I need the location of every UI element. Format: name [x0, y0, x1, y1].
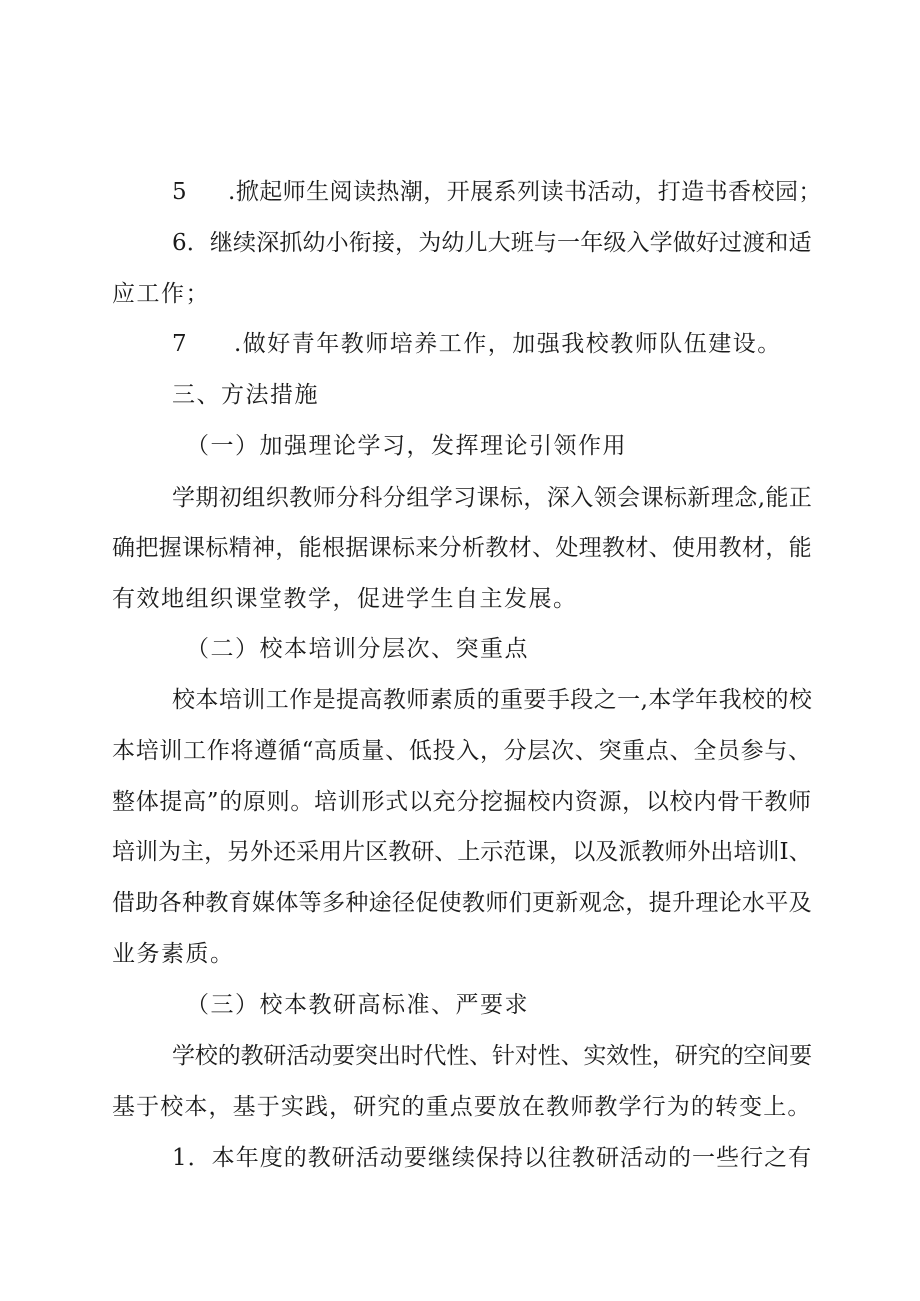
paragraph-line: 整体提高”的原则。培训形式以充分挖掘校内资源，以校内骨干教师 — [112, 789, 812, 815]
item-number: 7 — [172, 331, 189, 357]
paragraph-line: 学校的教研活动要突出时代性、针对性、实效性，研究的空间要 — [172, 1043, 813, 1069]
paragraph-line: 借助各种教育媒体等多种途径促使教师们更新观念，提升理论水平及 — [112, 890, 812, 916]
list-item-6-line-1: 6．继续深抓幼小衔接，为幼儿大班与一年级入学做好过渡和适 — [172, 230, 812, 256]
item-text: .做好青年教师培养工作，加强我校教师队伍建设。 — [234, 331, 782, 357]
paragraph-line: 有效地组织课堂教学，促进学生自主发展。 — [112, 586, 578, 612]
paragraph-line: 业务素质。 — [112, 941, 235, 967]
subsection-heading-2: （二）校本培训分层次、突重点 — [186, 636, 529, 662]
paragraph-line: 学期初组织教师分科分组学习课标，深入领会课标新理念,能正 — [172, 485, 813, 511]
paragraph-line: 1．本年度的教研活动要继续保持以往教研活动的一些行之有 — [172, 1145, 813, 1171]
paragraph-line: 基于校本，基于实践，研究的重点要放在教师教学行为的转变上。 — [112, 1094, 812, 1120]
paragraph-line: 本培训工作将遵循“高质量、低投入，分层次、突重点、全员参与、 — [112, 738, 812, 764]
list-item-7 — [172, 329, 782, 359]
item-number: 5 — [172, 179, 188, 205]
paragraph-line: 确把握课标精神，能根据课标来分析教材、处理教材、使用教材，能 — [112, 535, 812, 561]
paragraph-line: 校本培训工作是提高教师素质的重要手段之一,本学年我校的校 — [172, 687, 813, 713]
section-heading-methods: 三、方法措施 — [172, 382, 319, 408]
subsection-heading-1: （一）加强理论学习，发挥理论引领作用 — [186, 433, 627, 459]
subsection-heading-3: （三）校本教研高标准、严要求 — [186, 992, 529, 1018]
list-item-5 — [172, 177, 822, 207]
list-item-6-line-2: 应工作； — [112, 281, 210, 307]
paragraph-line: 培训为主，另外还采用片区教研、上示范课，以及派教师外出培训I、 — [112, 839, 812, 865]
item-text: .掀起师生阅读热潮，开展系列读书活动，打造书香校园； — [228, 179, 822, 205]
